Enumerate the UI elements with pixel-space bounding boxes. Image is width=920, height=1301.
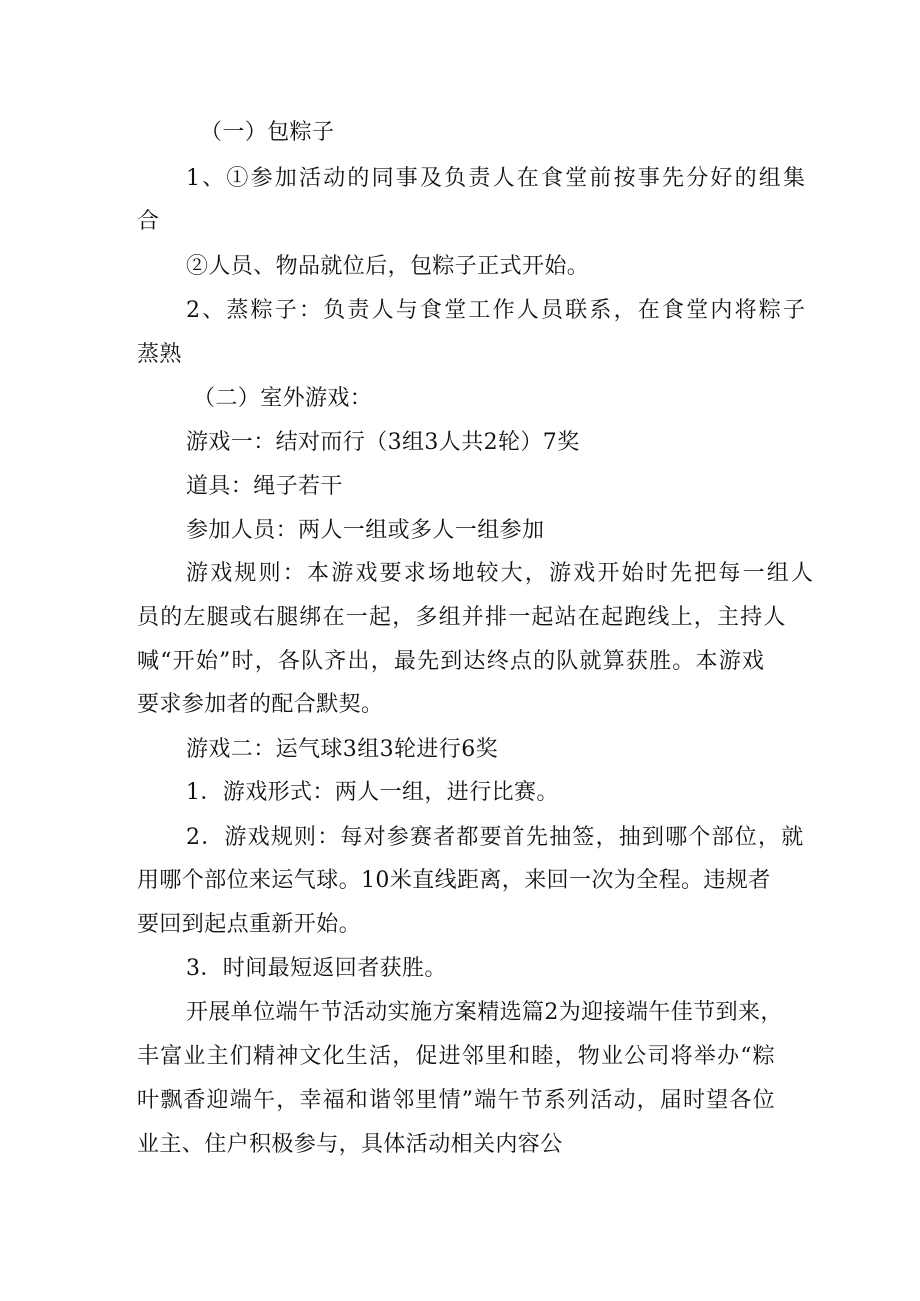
paragraph-line: ②人员、物品就位后，包粽子正式开始。	[186, 254, 590, 279]
paragraph-line: 合	[137, 209, 160, 234]
paragraph-line: 要求参加者的配合默契。	[137, 692, 384, 717]
paragraph-line: 1．游戏形式：两人一组，进行比赛。	[186, 780, 559, 805]
paragraph-line: 2、蒸粽子：负责人与食堂工作人员联系，在食堂内将粽子	[186, 298, 808, 323]
paragraph-line: 参加人员：两人一组或多人一组参加	[186, 518, 545, 543]
paragraph-line: 丰富业主们精神文化生活，促进邻里和睦，物业公司将举办“粽	[137, 1044, 776, 1069]
section-heading-outdoor-games: （二）室外游戏：	[193, 386, 373, 411]
paragraph-line: 喊“开始”时，各队齐出，最先到达终点的队就算获胜。本游戏	[137, 649, 766, 674]
section-heading-zongzi: （一）包粽子	[200, 120, 335, 145]
paragraph-line: 2．游戏规则：每对参赛者都要首先抽签，抽到哪个部位，就	[186, 825, 805, 850]
paragraph-line: 游戏规则：本游戏要求场地较大，游戏开始时先把每一组人	[186, 561, 816, 586]
paragraph-line: 3．时间最短返回者获胜。	[186, 956, 447, 981]
game-one-title: 游戏一：结对而行（3组3人共2轮）7奖	[186, 430, 580, 455]
paragraph-line: 业主、住户积极参与，具体活动相关内容公	[137, 1132, 563, 1157]
game-two-title: 游戏二：运气球3组3轮进行6奖	[186, 737, 498, 762]
paragraph-line: 1、①参加活动的同事及负责人在食堂前按事先分好的组集	[186, 166, 808, 191]
paragraph-line: 蒸熟	[137, 342, 182, 367]
paragraph-line: 用哪个部位来运气球。10米直线距离，来回一次为全程。违规者	[137, 868, 771, 893]
paragraph-line: 道具：绳子若干	[186, 474, 343, 499]
paragraph-line: 员的左腿或右腿绑在一起，多组并排一起站在起跑线上，主持人	[137, 605, 787, 630]
paragraph-line: 开展单位端午节活动实施方案精选篇2为迎接端午佳节到来，	[186, 1000, 783, 1025]
paragraph-line: 叶飘香迎端午，幸福和谐邻里情”端午节系列活动，届时望各位	[137, 1088, 776, 1113]
paragraph-line: 要回到起点重新开始。	[137, 912, 362, 937]
